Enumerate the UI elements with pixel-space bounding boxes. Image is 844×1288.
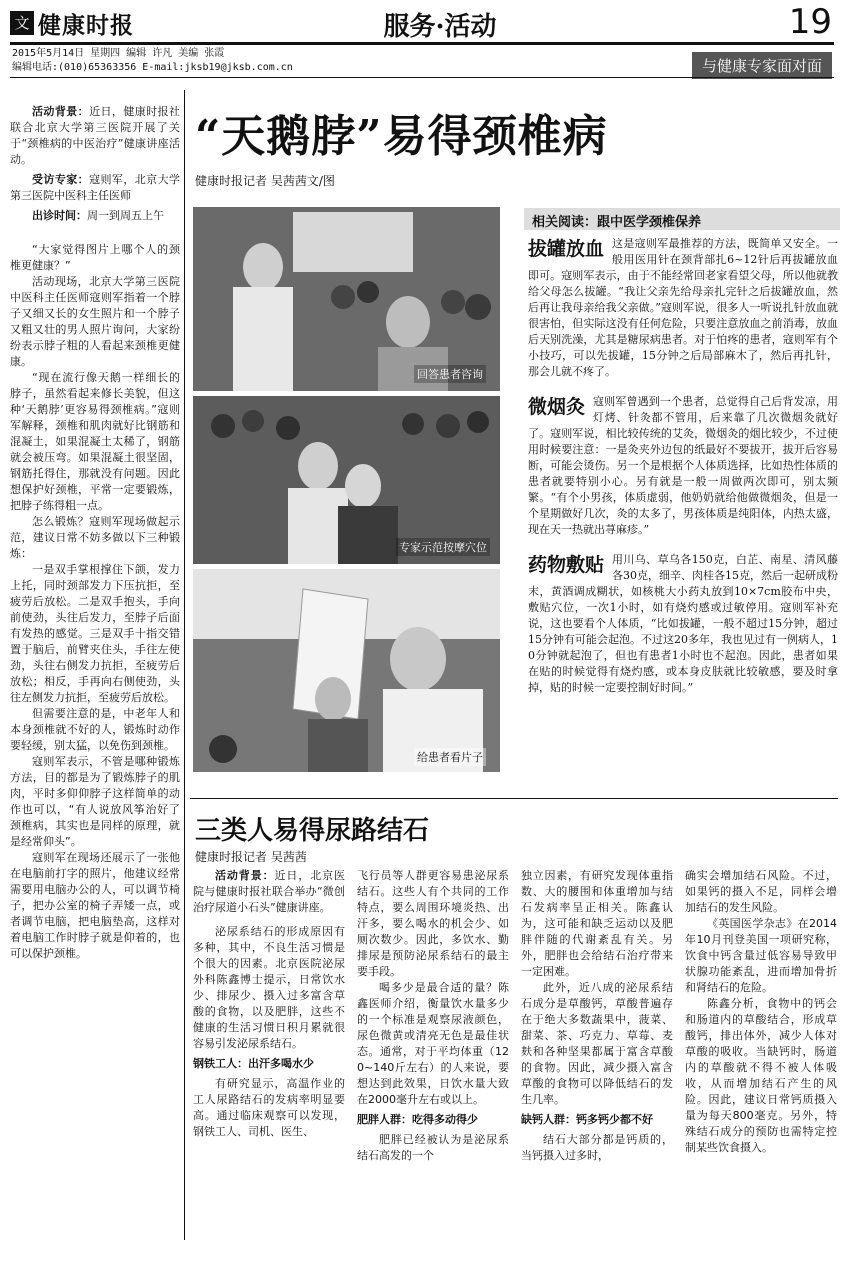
paragraph: 确实会增加结石风险。不过，如果钙的摄入不足，同样会增加结石的发生风险。 <box>685 869 837 914</box>
related-item-title: 拔罐放血 <box>528 238 605 260</box>
hours-note: 出诊时间：周一到周五上午 <box>32 209 164 222</box>
consultation-image <box>193 207 500 391</box>
header-rule <box>10 77 834 78</box>
article2-body <box>193 868 838 1248</box>
logo-icon: 文 <box>10 11 34 35</box>
section-title: 服务·活动 <box>383 12 497 42</box>
related-item-text: 用川乌、草乌各150克，白芷、南星、清风藤各30克，细辛、肉桂各15克，然后一起研成粉末，黄酒调成糊状，如核桃大小药丸放到10×7cm胶布中央，敷贴穴位，一次1小时，如有烧灼感或过敏停用。寇则军补充说，这也要看个人体质，“比如拔罐，一般不超过15分钟，超过15分钟有可能会起泡。不过这20多年，我也见过有一例病人，10分钟就起泡了，但也有患者1小时也不起泡。因此，患者如果在贴的时候觉得有烧灼感，或本身皮肤就比较敏感，要及时拿掉，贴的时候一定要控制好时间。” <box>528 553 838 694</box>
related-item-title: 药物敷贴 <box>528 554 605 576</box>
paragraph: 陈鑫分析，食物中的钙会和肠道内的草酸结合，形成草酸钙，排出体外，减少人体对草酸的吸收。当缺钙时，肠道内的草酸就不得不被人体吸收，从而增加结石产生的风险。因此，建议日常钙质摄入量为每天800毫克。另外，特殊结石成分的预防也需特定控制某些饮食摄入。 <box>685 997 837 1154</box>
article2-column <box>357 868 509 1248</box>
photo-xray <box>193 569 500 772</box>
article2-byline: 健康时报记者 吴茜茜 <box>195 850 307 864</box>
date-line: 2015年5月14日 星期四 编辑 许凡 美编 张霞 <box>12 48 225 59</box>
paragraph: 但需要注意的是，中老年人和本身颈椎就不好的人，锻炼时动作要轻缓，别太猛，以免伤到颈椎。 <box>10 707 180 752</box>
paragraph: 寇则军表示，不管是哪种锻炼方法，目的都是为了锻炼脖子的肌肉，平时多仰仰脖子这样简单的动作也可以，“有人说放风筝治好了颈椎病，其实也是同样的原理，就是经常仰头”。 <box>10 755 180 848</box>
subheading: 肥胖人群：吃得多动得少 <box>357 1113 478 1126</box>
related-item-text: 寇则军曾遇到一个患者，总觉得自己后背发凉，用灯烤、针灸都不管用，后来靠了几次微烟灸就好了。寇则军说，相比较传统的艾灸，微烟灸的烟比较少，不过使用时候要注意：一是灸夹外边包的纸最好不要拔开，拔开后容易断，可能会烫伤。另一个是根据个人体质选择，比如热性体质的患者就要特别小心。另有就是一般一周做两次即可，别太频繁。“有个小男孩，体质虚弱，他奶奶就给他做微烟灸，但是一个星期做好几次，灸的太多了，男孩体质是纯阳体，内热太盛，现在天一热就出荨麻疹。” <box>528 395 838 536</box>
paragraph: 泌尿系结石的形成原因有多种，其中，不良生活习惯是个很大的因素。北京医院泌尿外科陈鑫博士提示，日常饮水少、排尿少、摄入过多富含草酸的食物，以及肥胖，这些不健康的生活习惯日积月累就很容易引发泌尿系结石。 <box>193 925 345 1050</box>
xray-image <box>193 569 500 772</box>
section-divider <box>190 798 838 799</box>
paragraph: 喝多少是最合适的量？陈鑫医师介绍，衡量饮水量多少的一个标准是观察尿液颜色，尿色微黄或清亮无色是最佳状态。通常，对于平均体重（120~140斤左右）的人来说，要想达到此效果，日饮水量大致在2000毫升左右或以上。 <box>357 981 509 1106</box>
related-reading <box>528 236 838 796</box>
article2-title: 三类人易得尿路结石 <box>195 816 430 846</box>
photo-caption: 回答患者咨询 <box>414 365 486 383</box>
paragraph: 肥胖已经被认为是泌尿系结石高发的一个 <box>357 1133 509 1162</box>
column-divider <box>184 90 185 1240</box>
paragraph: “现在流行像天鹅一样细长的脖子，虽然看起来修长美貌，但这种‘天鹅脖’更容易得颈椎病。”寇则军解释，颈椎和肌肉就好比钢筋和混凝土，如果混凝土太稀了，钢筋就会被压弯。如果混凝土很坚固，钢筋托得住，那就没有问题。因此想保护好颈椎，平常一定要锻炼，把脖子练得粗一点。 <box>10 371 180 512</box>
paragraph: 寇则军在现场还展示了一张他在电脑前打字的照片，他建议经常需要用电脑办公的人，可以调节椅子，把办公室的椅子弄矮一点，或者调节电脑，把电脑垫高，这样对着电脑工作时脖子就是仰着的，也可以保护颈椎。 <box>10 851 180 960</box>
paragraph: 独立因素，有研究发现体重指数、大的腰围和体重增加与结石发病率呈正相关。陈鑫认为，这可能和缺乏运动以及肥胖伴随的代谢紊乱有关。另外，肥胖也会给结石治疗带来一定困难。 <box>521 869 673 978</box>
paragraph: 《英国医学杂志》在2014年10月刊登美国一项研究称，饮食中钙含量过低容易导致甲状腺功能紊乱，进而增加骨折和肾结石的危险。 <box>685 917 837 994</box>
paragraph: 活动现场，北京大学第三医院中医科主任医师寇则军指着一个脖子又细又长的女生照片和一个脖子又粗又壮的男人照片询问，大家纷纷表示脖子粗的人看起来颈椎更健康。 <box>10 275 180 368</box>
paragraph: “大家觉得图片上哪个人的颈椎更健康？” <box>10 243 180 272</box>
paper-name: 健康时报 <box>38 11 134 39</box>
column-banner: 与健康专家面对面 <box>692 52 832 79</box>
subheading: 缺钙人群：钙多钙少都不好 <box>521 1113 653 1126</box>
sidebar-body <box>10 242 180 962</box>
sidebar-column <box>10 104 180 1244</box>
article2-background: 活动背景：近日，北京医院与健康时报社联合举办“微创治疗尿道小石头”健康讲座。 <box>193 869 345 914</box>
article-title: “天鹅脖”易得颈椎病 <box>195 111 608 162</box>
photo-consultation <box>193 207 500 391</box>
page-number: 19 <box>788 2 832 42</box>
photo-caption: 专家示范按摩穴位 <box>396 538 490 556</box>
subheading: 钢铁工人：出汗多喝水少 <box>193 1057 314 1070</box>
paragraph: 有研究显示，高温作业的工人尿路结石的发病率明显要高。通过临床观察可以发现，钢铁工人、司机、医生、 <box>193 1077 345 1138</box>
paragraph: 一是双手掌根撑住下颌，发力上托，同时颈部发力下压抗拒，至疲劳后放松。二是双手抱头，手向前使劲，头往后发力，至脖子后面有发热的感觉。三是双手十指交错置于脑后，前臂夹住头，手往左使劲，头往右侧发力抗拒，至疲劳后放松；相反，手再向右侧使劲，头往左侧发力抗拒，至疲劳后放松。 <box>10 563 180 704</box>
related-item-text: 这是寇则军最推荐的方法，既简单又安全。一般用医用针在颈背部扎6~12针后再拔罐放血即可。寇则军表示，由于不能经常回老家看望父母，所以他就教给父母怎么拔罐。“我让父亲先给母亲扎完针之后拔罐放血，然后再让我母亲给我父亲做。”寇则军说，很多人一听说扎针放血就很害怕，但实际这没有任何危险，只要注意放血之前消毒，放血后天别洗澡，尤其是糖尿病患者。对于怕疼的患者，寇则军有个小技巧，可以先拔罐，15分钟之后局部麻木了，然后再扎针，那会儿就不疼了。 <box>528 237 838 378</box>
background-note: 活动背景：近日，健康时报社联合北京大学第三医院开展了关于“颈椎病的中医治疗”健康讲座活动。 <box>10 105 180 166</box>
paragraph: 此外，近八成的泌尿系结石成分是草酸钙，草酸普遍存在于绝大多数蔬果中，菠菜、甜菜、茶、巧克力、草莓、麦麸和各种坚果都属于富含草酸的食物。因此，减少摄入富含草酸的食物可以降低结石的发生几率。 <box>521 981 673 1106</box>
article2-column <box>685 868 837 1248</box>
paragraph: 结石大部分都是钙质的，当钙摄入过多时， <box>521 1133 673 1162</box>
photo-caption: 给患者看片子 <box>414 748 486 766</box>
article-byline: 健康时报记者 吴茜茜文/图 <box>195 174 335 188</box>
article2-column <box>193 868 345 1248</box>
related-item-title: 微烟灸 <box>528 396 586 418</box>
related-item <box>528 552 838 696</box>
article2-column <box>521 868 673 1248</box>
related-item <box>528 394 838 538</box>
related-item <box>528 236 838 380</box>
issue-meta <box>12 47 293 75</box>
related-reading-header: 相关阅读：跟中医学颈椎保养 <box>524 208 840 230</box>
paragraph: 怎么锻炼？寇则军现场做起示范，建议日常不妨多做以下三种锻炼： <box>10 515 180 560</box>
photo-massage <box>193 396 500 564</box>
expert-note: 受访专家：寇则军，北京大学第三医院中医科主任医师 <box>10 173 180 202</box>
contact-line: 编辑电话:(010)65363356 E-mail:jksb19@jksb.com.cn <box>12 62 293 73</box>
masthead-rule <box>10 42 834 45</box>
masthead-logo <box>10 6 140 40</box>
paragraph: 飞行员等人群更容易患泌尿系结石。这些人有个共同的工作特点，要么周围环境炎热、出汗多，要么喝水的机会少、如厕次数少。因此，多饮水、勤排尿是预防泌尿系结石的最主要手段。 <box>357 869 509 978</box>
